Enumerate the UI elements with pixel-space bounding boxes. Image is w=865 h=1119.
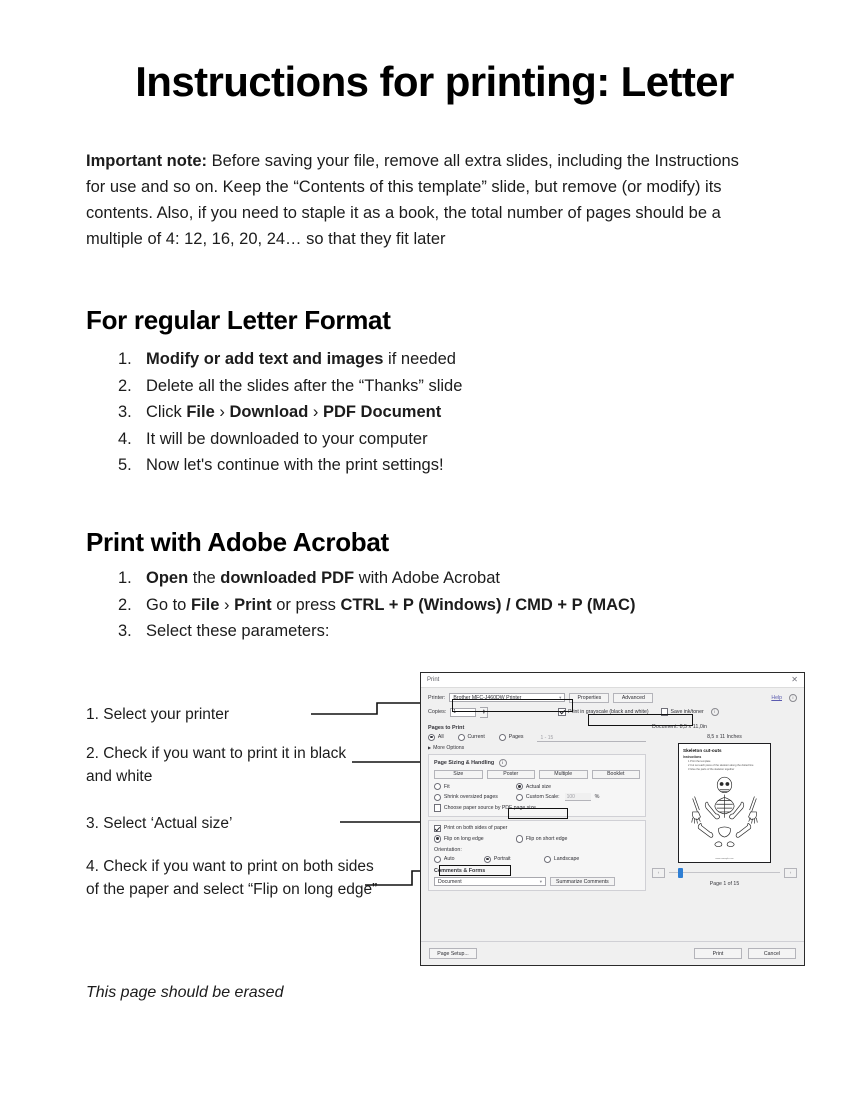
radio-icon (516, 783, 523, 790)
radio-orientation-portrait[interactable] (484, 856, 544, 863)
custom-scale-input[interactable]: 100 (565, 793, 591, 801)
dialog-title: Print (427, 677, 440, 683)
step-regular-text: Now let's continue with the print settings! (146, 456, 444, 474)
important-note-lead: Important note: (86, 152, 207, 170)
print-button[interactable]: Print (694, 948, 742, 959)
previous-page-button[interactable]: ‹ (652, 868, 665, 878)
skeleton-illustration (683, 773, 766, 849)
info-icon[interactable]: i (499, 759, 507, 767)
page-sizing-group (428, 754, 646, 817)
step-regular-number: 3. (118, 403, 132, 421)
info-icon[interactable]: i (711, 708, 719, 716)
step-acrobat-item (118, 597, 818, 614)
printer-select[interactable] (449, 693, 565, 702)
checkbox-icon (558, 708, 565, 715)
erase-page-note: This page should be erased (86, 984, 284, 1001)
paper-source-checkbox[interactable] (434, 804, 640, 811)
step-regular-number: 2. (118, 376, 132, 395)
advanced-button[interactable]: Advanced (613, 693, 653, 703)
radio-orientation-auto[interactable] (434, 856, 484, 863)
step-acrobat-text: Go to File › Print or press CTRL + P (Windows) / CMD + P (MAC) (146, 595, 636, 614)
radio-fit-label: Fit (443, 783, 450, 790)
radio-current-label: Current (467, 734, 485, 741)
page-sizing-title-text: Page Sizing & Handling (434, 759, 495, 766)
pages-range-input[interactable]: 1 - 15 (537, 734, 646, 742)
orientation-title: Orientation: (434, 846, 462, 853)
radio-icon (434, 794, 441, 801)
radio-actual-size-label: Actual size (525, 783, 551, 790)
page-sizing-title (434, 759, 640, 767)
info-icon[interactable]: i (789, 694, 797, 702)
more-options-toggle[interactable] (428, 745, 646, 751)
step-acrobat-number: 2. (118, 595, 132, 614)
copies-label: Copies: (428, 709, 447, 715)
radio-icon (544, 856, 551, 863)
comments-forms-value: Document (438, 878, 462, 885)
printer-label: Printer: (428, 694, 446, 701)
paper-source-label: Choose paper source by PDF page size (443, 805, 536, 812)
booklet-button[interactable]: Booklet (592, 770, 641, 780)
steps-list-regular (118, 351, 768, 484)
radio-flip-short-label: Flip on short edge (525, 835, 568, 842)
dialog-title-bar (421, 673, 804, 688)
step-regular-item (118, 378, 768, 395)
chevron-down-icon: ▾ (539, 878, 542, 884)
radio-icon (428, 734, 435, 741)
radio-icon (516, 835, 523, 842)
printer-row (428, 693, 797, 703)
step-acrobat-text: Open the downloaded PDF with Adobe Acrobat (146, 569, 500, 587)
important-note-body: Before saving your file, remove all extra slides, including the Instructions for use and so on. Keep the “Contents of this template” slide, but remove (or modify) its contents. Also, if you need to staple it as a book, the total number of pages should be a multiple of 4: 12, 16, 20, 24… so that they fit later (86, 152, 739, 249)
radio-all[interactable] (428, 734, 444, 741)
radio-flip-long-edge[interactable] (434, 835, 516, 842)
steps-list-acrobat (118, 570, 818, 650)
radio-flip-long-label: Flip on long edge (443, 835, 484, 842)
copies-input[interactable]: 1 (450, 708, 476, 717)
comments-forms-select[interactable] (434, 877, 546, 886)
radio-icon (516, 794, 523, 801)
pages-to-print-group (428, 725, 646, 751)
next-page-button[interactable]: › (784, 868, 797, 878)
multiple-button[interactable]: Multiple (539, 770, 588, 780)
radio-orientation-landscape[interactable] (544, 856, 579, 863)
preview-page-slider[interactable] (669, 872, 780, 873)
save-ink-checkbox[interactable] (661, 708, 704, 715)
step-regular-number: 4. (118, 429, 132, 448)
step-acrobat-number: 1. (118, 569, 132, 587)
page-title: Instructions for printing: Letter (135, 58, 734, 105)
radio-custom-scale[interactable] (516, 794, 560, 801)
radio-shrink-oversized[interactable] (434, 794, 516, 801)
checkbox-icon (434, 804, 441, 811)
radio-all-label: All (437, 734, 444, 741)
dialog-footer (421, 941, 804, 965)
callout-4-both-sides: 4. Check if you want to print on both sides of the paper and select “Flip on long edge” (86, 858, 378, 899)
copies-row (428, 707, 797, 718)
step-regular-text: It will be downloaded to your computer (146, 429, 428, 448)
preview-sheet-step: 1 Print the template (688, 759, 711, 763)
preview-dimensions-label: 8,5 x 11 Inches (707, 733, 742, 740)
preview-sheet-subtitle: Instructions (683, 754, 702, 759)
radio-icon (434, 835, 441, 842)
properties-button[interactable]: Properties (569, 693, 609, 703)
percent-symbol: % (594, 794, 600, 801)
page-setup-button[interactable]: Page Setup... (429, 948, 477, 959)
radio-icon (434, 783, 441, 790)
preview-sheet-step: 2 Cut out each piece of the skeleton along the dotted line (688, 763, 754, 767)
section-heading-print-acrobat: Print with Adobe Acrobat (86, 527, 389, 557)
step-regular-item (118, 404, 768, 421)
preview-sheet-step: 3 Glue the parts of the skeleton together (688, 767, 735, 771)
step-regular-item (118, 457, 768, 474)
summarize-comments-button[interactable]: Summarize Comments (550, 877, 615, 887)
step-regular-text: Delete all the slides after the “Thanks” slide (146, 376, 463, 395)
both-sides-checkbox[interactable] (434, 825, 640, 832)
step-regular-item (118, 351, 768, 368)
save-ink-label: Save ink/toner (670, 708, 704, 715)
duplex-group (428, 820, 646, 892)
step-acrobat-text: Select these parameters: (146, 622, 330, 640)
radio-portrait-label: Portrait (493, 856, 511, 863)
both-sides-label: Print on both sides of paper (443, 825, 508, 832)
radio-shrink-label: Shrink oversized pages (443, 794, 498, 801)
chevron-down-icon: ▾ (559, 694, 562, 700)
preview-sheet-title: Skeleton cut-outs (683, 747, 722, 753)
copies-stepper[interactable]: ▲ ▼ (480, 707, 488, 718)
radio-auto-label: Auto (443, 856, 455, 863)
radio-custom-scale-label: Custom Scale: (525, 794, 560, 801)
print-dialog-screenshot (420, 672, 805, 966)
step-acrobat-item (118, 623, 818, 640)
callout-1-select-printer: 1. Select your printer (86, 706, 230, 723)
radio-pages-label: Pages (508, 734, 524, 741)
checkbox-icon (661, 708, 668, 715)
step-regular-number: 1. (118, 350, 132, 368)
preview-nav-row (652, 868, 797, 878)
radio-fit[interactable] (434, 783, 516, 790)
step-regular-item (118, 431, 768, 448)
radio-icon (484, 856, 491, 863)
comments-forms-title: Comments & Forms (434, 867, 486, 874)
pages-to-print-title: Pages to Print (428, 724, 465, 731)
poster-button[interactable]: Poster (487, 770, 536, 780)
step-acrobat-number: 3. (118, 622, 132, 640)
radio-icon (434, 856, 441, 863)
cancel-button[interactable]: Cancel (748, 948, 796, 959)
grayscale-label: Print in grayscale (black and white) (568, 708, 649, 715)
radio-icon (458, 734, 465, 741)
radio-pages[interactable] (499, 734, 524, 741)
step-regular-text: Click File › Download › PDF Document (146, 403, 442, 421)
triangle-right-icon: ▶ (428, 744, 432, 750)
section-heading-regular-letter: For regular Letter Format (86, 305, 391, 335)
preview-sheet-footer: www.example.com (715, 857, 734, 860)
preview-sheet (678, 743, 771, 863)
radio-icon (499, 734, 506, 741)
step-regular-text: Modify or add text and images if needed (146, 350, 456, 368)
radio-landscape-label: Landscape (553, 856, 580, 863)
radio-flip-short-edge[interactable] (516, 835, 567, 842)
print-preview-pane (652, 722, 797, 892)
more-options-label: More Options (433, 744, 465, 751)
step-acrobat-item (118, 570, 818, 587)
size-button[interactable]: Size (434, 770, 483, 780)
callout-3-actual-size: 3. Select ‘Actual size’ (86, 815, 233, 832)
important-note (86, 148, 758, 252)
page-counter: Page 1 of 15 (709, 880, 740, 887)
close-icon[interactable]: ✕ (791, 675, 798, 684)
step-regular-number: 5. (118, 456, 132, 474)
preview-document-label: Document: 8,5 x 11,0in (652, 723, 708, 730)
radio-actual-size[interactable] (516, 783, 551, 790)
help-link[interactable]: Help (771, 694, 782, 701)
radio-current[interactable] (458, 734, 485, 741)
callout-2-black-and-white: 2. Check if you want to print it in black and white (86, 745, 347, 786)
slider-thumb[interactable] (678, 868, 683, 878)
grayscale-checkbox[interactable] (558, 708, 648, 715)
printer-select-value: Brother MFC-J460DW Printer (453, 694, 522, 701)
checkbox-icon (434, 825, 441, 832)
